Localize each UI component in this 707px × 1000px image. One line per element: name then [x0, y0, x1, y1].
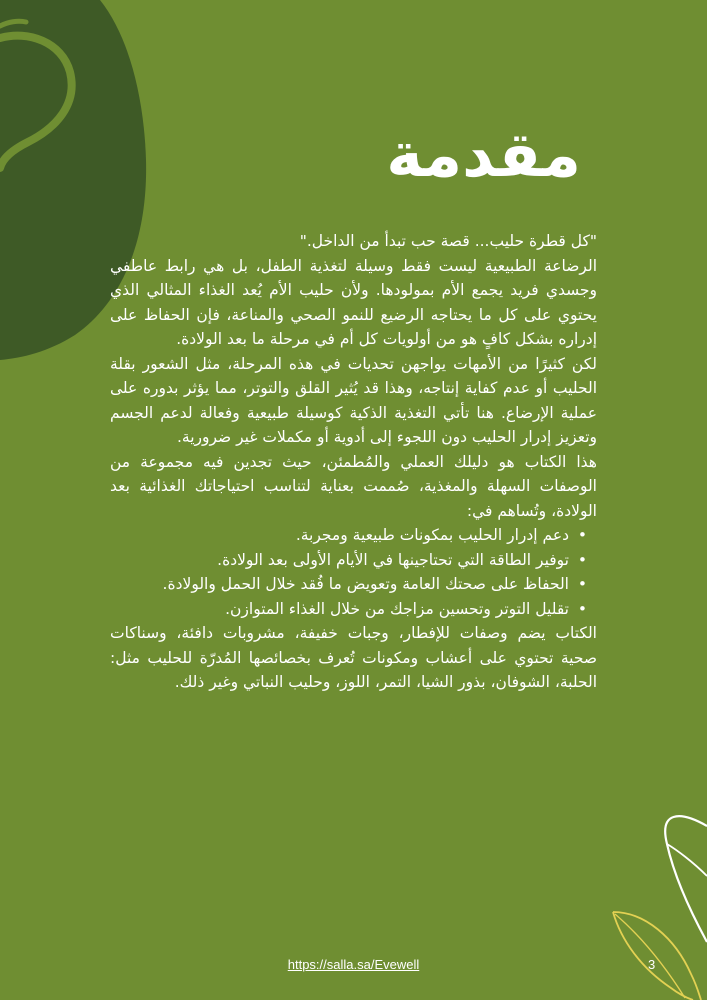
benefits-list	[110, 523, 597, 621]
page-title: مقدمة	[386, 118, 581, 191]
footer-store-link[interactable]: https://salla.sa/Evewell	[287, 957, 420, 972]
page-number: 3	[648, 957, 656, 972]
paragraph: لكن كثيرًا من الأمهات يواجهن تحديات في هذه المرحلة، مثل الشعور بقلة الحليب أو عدم كفاية إنتاجه، وهذا قد يُثير القلق والتوتر، مما يؤثر بدوره على عملية الإرضاع. هنا تأتي التغذية الذكية كوسيلة طبيعية وفعالة لدعم الجسم وتعزيز إدرار الحليب دون اللجوء إلى أدوية أو مكملات غير ضرورية.	[110, 354, 597, 446]
paragraph: الكتاب يضم وصفات للإفطار، وجبات خفيفة، مشروبات دافئة، وسناكات صحية تحتوي على أعشاب ومكونات تُعرف بخصائصها المُدرّة للحليب مثل: الحلبة، الشوفان، بذور الشيا، التمر، اللوز، وحليب النباتي وغير ذلك.	[110, 624, 597, 691]
list-item: • الحفاظ على صحتك العامة وتعويض ما فُقد خلال الحمل والولادة.	[110, 572, 569, 597]
intro-text	[110, 229, 597, 695]
quote-line: "كل قطرة حليب... قصة حب تبدأ من الداخل."	[299, 232, 597, 250]
list-item: • تقليل التوتر وتحسين مزاجك من خلال الغذاء المتوازن.	[110, 597, 569, 622]
list-item: • دعم إدرار الحليب بمكونات طبيعية ومجربة.	[110, 523, 569, 548]
paragraph: هذا الكتاب هو دليلك العملي والمُطمئن، حيث تجدين فيه مجموعة من الوصفات السهلة والمغذية، صُممت بعناية لتناسب احتياجاتك الغذائية بعد الولادة، وتُساهم في:	[110, 452, 597, 520]
paragraph: الرضاعة الطبيعية ليست فقط وسيلة لتغذية الطفل، بل هي رابط عاطفي وجسدي فريد يجمع الأم بمولودها. ولأن حليب الأم يُعد الغذاء المثالي الذي يحتوي على كل ما يحتاجه الرضيع للنمو الصحي والمناعة، فإن الحفاظ على إدراره بشكل كافٍ هو من أولويات كل أم في مرحلة ما بعد الولادة.	[110, 256, 597, 348]
list-item: • توفير الطاقة التي تحتاجينها في الأيام الأولى بعد الولادة.	[110, 548, 569, 573]
